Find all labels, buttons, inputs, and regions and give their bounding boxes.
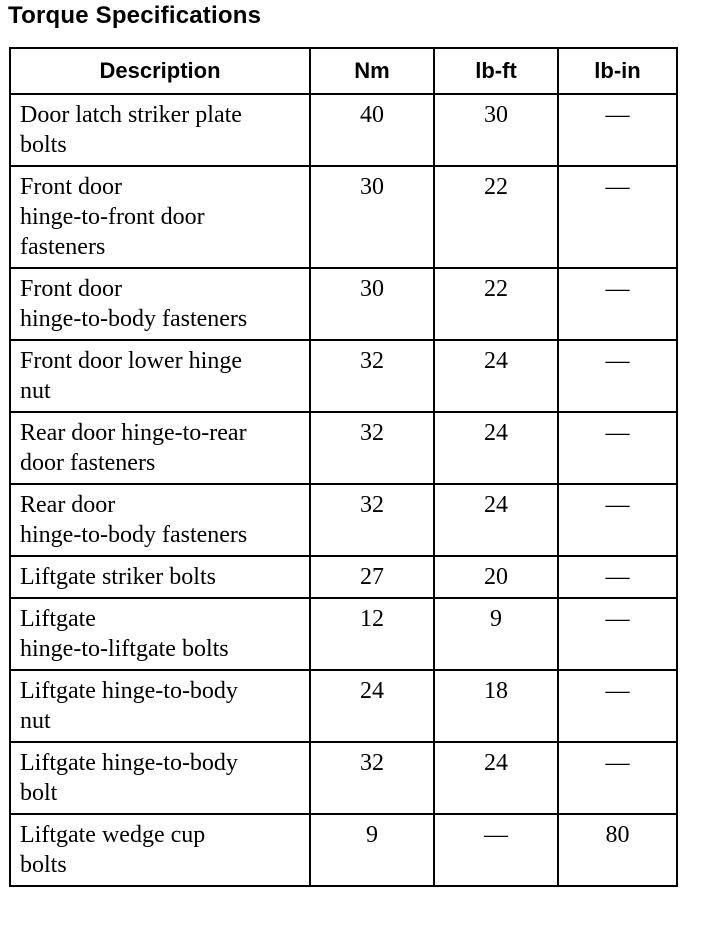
lb-ft-cell: 24 bbox=[434, 412, 558, 484]
table-header-row bbox=[10, 48, 677, 94]
nm-cell: 24 bbox=[310, 670, 434, 742]
header-lb-ft: lb-ft bbox=[434, 48, 558, 94]
lb-in-cell: — bbox=[558, 484, 677, 556]
lb-ft-cell: 22 bbox=[434, 268, 558, 340]
nm-cell: 32 bbox=[310, 340, 434, 412]
description-line: Front door bbox=[20, 174, 122, 200]
description-line: nut bbox=[20, 708, 51, 734]
description-line: Front door bbox=[20, 276, 122, 302]
description-cell bbox=[10, 556, 310, 598]
torque-spec-table bbox=[9, 47, 678, 887]
table-row bbox=[10, 412, 677, 484]
description-line: Liftgate wedge cup bbox=[20, 822, 206, 848]
description-line: Door latch striker plate bbox=[20, 102, 242, 128]
description-line: bolts bbox=[20, 132, 67, 158]
description-cell bbox=[10, 742, 310, 814]
description-line: Front door lower hinge bbox=[20, 348, 242, 374]
lb-in-cell: — bbox=[558, 556, 677, 598]
description-cell bbox=[10, 166, 310, 268]
header-nm: Nm bbox=[310, 48, 434, 94]
lb-ft-cell: 24 bbox=[434, 484, 558, 556]
description-line: Liftgate hinge-to-body bbox=[20, 678, 238, 704]
lb-ft-cell: 22 bbox=[434, 166, 558, 268]
lb-in-cell: — bbox=[558, 412, 677, 484]
table-row bbox=[10, 340, 677, 412]
nm-cell: 32 bbox=[310, 412, 434, 484]
table-row bbox=[10, 268, 677, 340]
header-lb-in: lb-in bbox=[558, 48, 677, 94]
lb-ft-cell: 24 bbox=[434, 340, 558, 412]
nm-cell: 30 bbox=[310, 166, 434, 268]
description-cell bbox=[10, 268, 310, 340]
lb-ft-cell: 18 bbox=[434, 670, 558, 742]
table-row bbox=[10, 166, 677, 268]
table-row bbox=[10, 598, 677, 670]
description-line: hinge-to-body fasteners bbox=[20, 306, 248, 332]
description-line: Liftgate striker bolts bbox=[20, 564, 216, 590]
description-line: Liftgate bbox=[20, 606, 96, 632]
lb-in-cell: — bbox=[558, 598, 677, 670]
nm-cell: 12 bbox=[310, 598, 434, 670]
nm-cell: 27 bbox=[310, 556, 434, 598]
lb-ft-cell: 20 bbox=[434, 556, 558, 598]
description-cell bbox=[10, 340, 310, 412]
page-title: Torque Specifications bbox=[8, 2, 262, 29]
description-line: nut bbox=[20, 378, 51, 404]
table-row bbox=[10, 742, 677, 814]
header-description: Description bbox=[10, 48, 310, 94]
table-row bbox=[10, 94, 677, 166]
nm-cell: 40 bbox=[310, 94, 434, 166]
description-cell bbox=[10, 484, 310, 556]
description-line: hinge-to-liftgate bolts bbox=[20, 636, 229, 662]
description-cell bbox=[10, 412, 310, 484]
description-line: Rear door bbox=[20, 492, 116, 518]
description-cell bbox=[10, 670, 310, 742]
nm-cell: 32 bbox=[310, 742, 434, 814]
description-cell bbox=[10, 598, 310, 670]
lb-ft-cell: 9 bbox=[434, 598, 558, 670]
lb-in-cell: 80 bbox=[558, 814, 677, 886]
description-line: bolt bbox=[20, 780, 58, 806]
lb-ft-cell: 24 bbox=[434, 742, 558, 814]
description-line: door fasteners bbox=[20, 450, 156, 476]
description-line: hinge-to-front door bbox=[20, 204, 205, 230]
description-cell bbox=[10, 814, 310, 886]
description-line: Rear door hinge-to-rear bbox=[20, 420, 247, 446]
table-row bbox=[10, 484, 677, 556]
description-line: bolts bbox=[20, 852, 67, 878]
nm-cell: 9 bbox=[310, 814, 434, 886]
nm-cell: 30 bbox=[310, 268, 434, 340]
lb-in-cell: — bbox=[558, 166, 677, 268]
lb-in-cell: — bbox=[558, 268, 677, 340]
lb-ft-cell: — bbox=[434, 814, 558, 886]
lb-in-cell: — bbox=[558, 94, 677, 166]
lb-in-cell: — bbox=[558, 742, 677, 814]
description-line: Liftgate hinge-to-body bbox=[20, 750, 238, 776]
lb-in-cell: — bbox=[558, 670, 677, 742]
description-line: hinge-to-body fasteners bbox=[20, 522, 248, 548]
table-row bbox=[10, 670, 677, 742]
nm-cell: 32 bbox=[310, 484, 434, 556]
table-row bbox=[10, 814, 677, 886]
description-cell bbox=[10, 94, 310, 166]
description-line: fasteners bbox=[20, 234, 106, 260]
table-row bbox=[10, 556, 677, 598]
lb-ft-cell: 30 bbox=[434, 94, 558, 166]
lb-in-cell: — bbox=[558, 340, 677, 412]
